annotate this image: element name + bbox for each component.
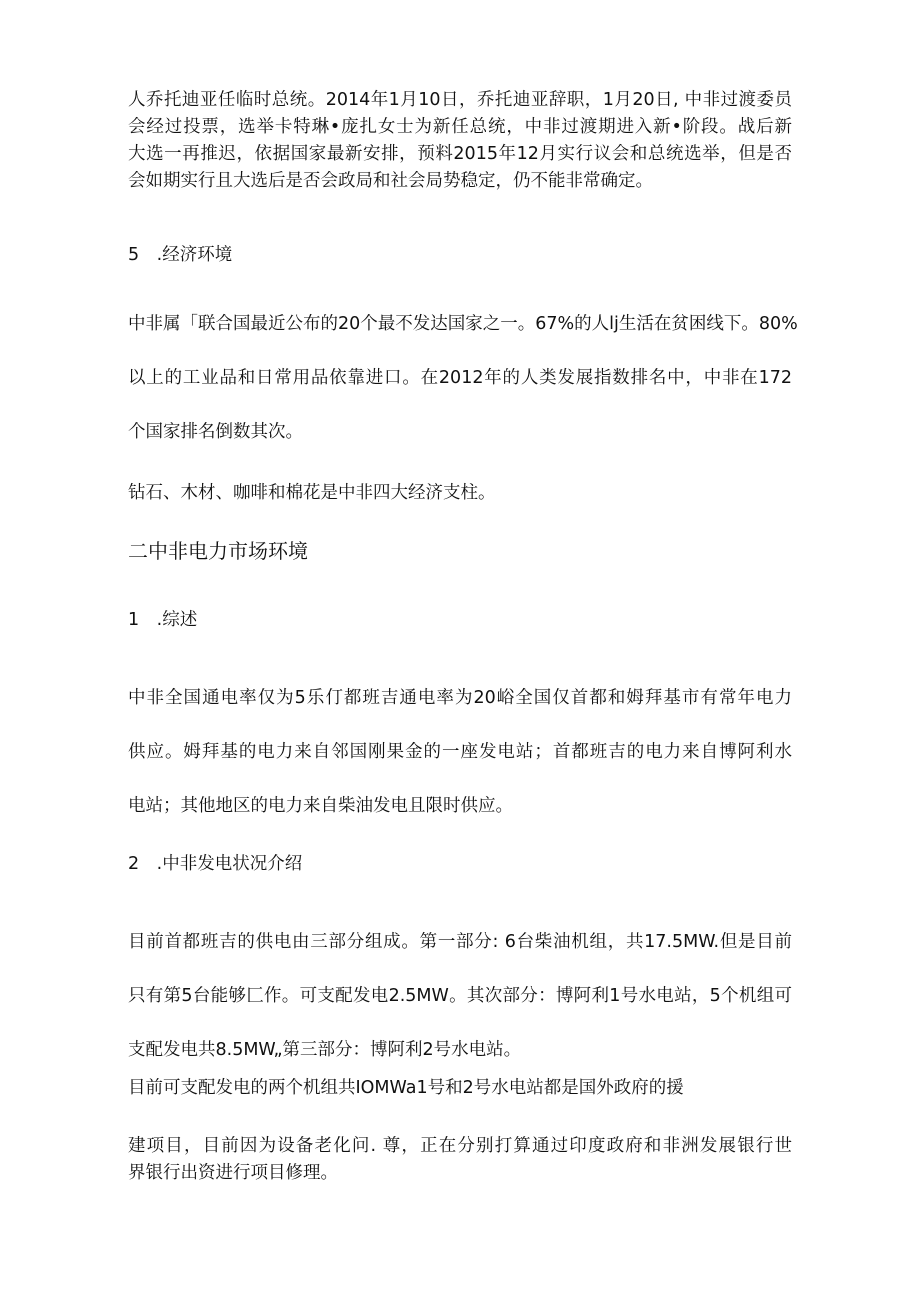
paragraph-line: 会如期实行且大选后是否会政局和社会局势稳定，仍不能非常确定。	[128, 171, 653, 191]
paragraph-line: 中非全国通电率仅为5乐仃都班吉通电率为20峪全国仅首都和姆拜基市有常年电力	[128, 688, 792, 708]
paragraph-line: 支配发电共8.5MW„第三部分：博阿利2号水电站。	[128, 1040, 522, 1060]
paragraph-line: 只有第5台能够匚作。可支配发电2.5MW。其次部分：博阿利1号水电站，5个机组可	[128, 986, 792, 1006]
paragraph-line: 大选一再推迟，依据国家最新安排，预料2015年12月实行议会和总统选举，但是否	[128, 144, 792, 164]
paragraph-line: 钻石、木材、咖啡和棉花是中非四大经济支柱。	[128, 483, 496, 503]
paragraph-line: 供应。姆拜基的电力来自邻国刚果金的一座发电站；首都班吉的电力来自博阿利水	[128, 742, 792, 762]
paragraph-line: 目前首都班吉的供电由三部分组成。第一部分: 6台柴油机组，共17.5MW.但是目前	[128, 932, 792, 952]
paragraph-line: 人乔托迪亚任临时总统。2014年1月10日，乔托迪亚辞职，1月20日, 中非过渡委员	[128, 90, 792, 110]
paragraph-line: 电站；其他地区的电力来自柴油发电且限时供应。	[128, 796, 513, 816]
paragraph-line: 会经过投票，选举卡特琳•庞扎女士为新任总统，中非过渡期进入新•阶段。战后新	[128, 117, 792, 137]
paragraph-line: 目前可支配发电的两个机组共IOMWa1号和2号水电站都是国外政府的援	[128, 1078, 684, 1098]
paragraph-line: 建项目，目前因为设备老化问. 尊，正在分别打算通过印度政府和非洲发展银行世	[128, 1136, 792, 1156]
chapter-heading-power-market: 二中非电力市场环境	[128, 539, 308, 563]
paragraph-line: 中非属「联合国最近公布的20个最不发达国家之一。67%的人lj生活在贫困线下。80%	[128, 314, 798, 334]
section-heading-overview: 1 .综述	[128, 610, 198, 630]
section-heading-economy: 5 .经济环境	[128, 245, 233, 265]
paragraph-line: 以上的工业品和日常用品依靠进口。在2012年的人类发展指数排名中，中非在172	[128, 368, 792, 388]
paragraph-line: 界银行出资进行项目修理。	[128, 1163, 338, 1183]
paragraph-line: 个国家排名倒数其次。	[128, 422, 303, 442]
section-heading-generation: 2 .中非发电状况介绍	[128, 854, 303, 874]
